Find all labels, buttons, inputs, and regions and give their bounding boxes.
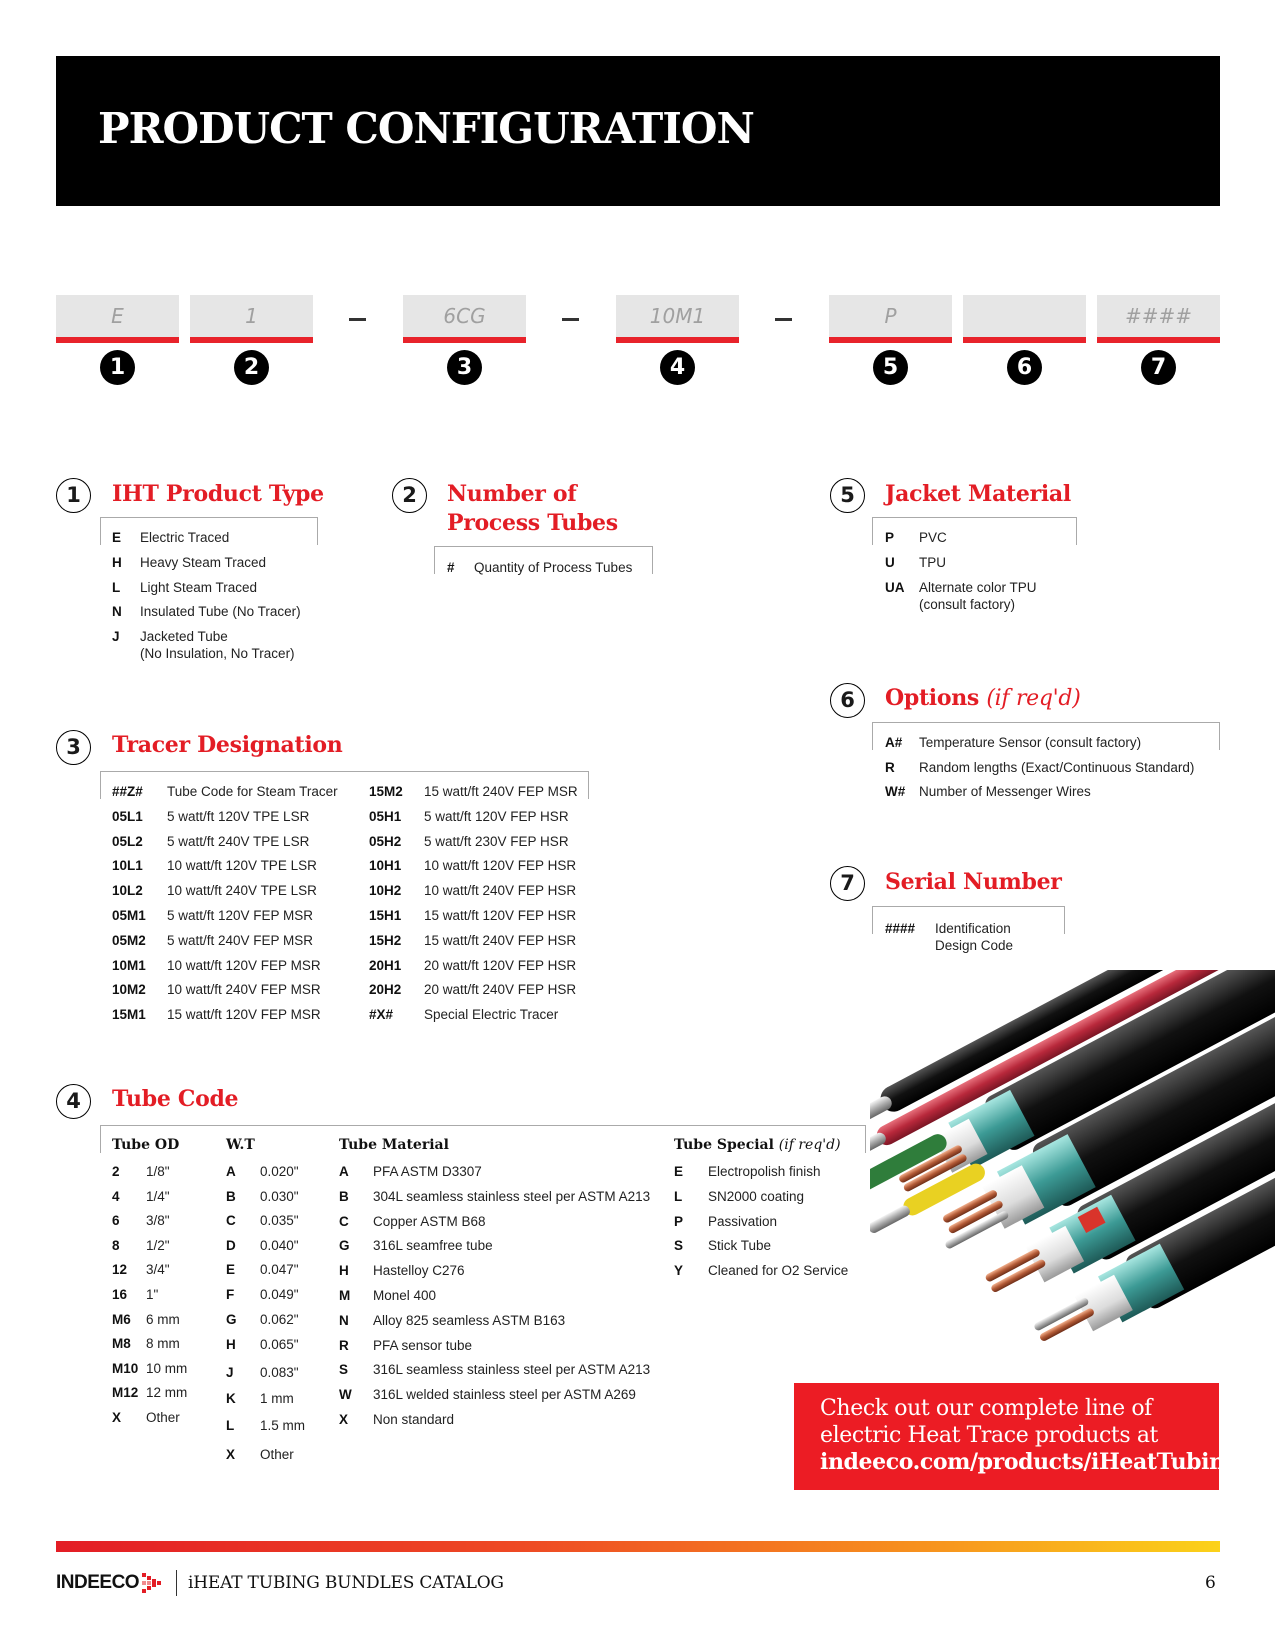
item-code: N: [112, 604, 122, 619]
list-item: [339, 1287, 436, 1304]
list-item: [112, 1163, 170, 1180]
item-code: R: [339, 1337, 349, 1353]
step-badge-3: 3: [447, 350, 482, 385]
list-item: [226, 1446, 294, 1463]
item-code: P: [885, 530, 895, 545]
item-code: M10: [112, 1360, 139, 1376]
catalog-title: iHEAT TUBING BUNDLES CATALOG: [188, 1573, 504, 1593]
item-desc: Non standard: [373, 1412, 455, 1427]
item-code: E: [226, 1262, 236, 1278]
item-desc: 6 mm: [146, 1311, 180, 1327]
item-code: 4: [112, 1188, 120, 1204]
config-box-3: [403, 295, 526, 343]
item-desc: 0.030": [260, 1188, 299, 1204]
item-desc: 15 watt/ft 240V FEP MSR: [424, 784, 578, 799]
item-code: K: [226, 1391, 236, 1407]
item-desc: 1.5 mm: [260, 1418, 306, 1433]
item-code: M8: [112, 1336, 131, 1352]
item-code: A: [339, 1164, 349, 1179]
item-desc: Insulated Tube (No Tracer): [140, 604, 301, 619]
item-desc: 0.020": [260, 1164, 299, 1179]
item-code: UA: [885, 580, 905, 595]
item-desc: 15 watt/ft 240V FEP HSR: [424, 932, 577, 948]
list-item: [112, 932, 313, 949]
step-badge-6: 6: [1007, 350, 1042, 385]
item-desc: Stick Tube: [708, 1238, 772, 1254]
list-item: [674, 1188, 804, 1205]
item-desc: 1": [146, 1287, 159, 1302]
item-code: #X#: [369, 1007, 394, 1023]
item-desc: 1/4": [146, 1188, 170, 1204]
item-desc: 1/2": [146, 1237, 170, 1253]
item-desc: Passivation: [708, 1213, 778, 1229]
item-desc: 5 watt/ft 240V FEP MSR: [167, 932, 314, 948]
item-code: X: [226, 1446, 236, 1462]
item-code: B: [226, 1188, 236, 1204]
config-box-6: [963, 295, 1086, 343]
item-desc: Other: [260, 1446, 294, 1462]
item-desc: 10 mm: [146, 1360, 188, 1376]
item-desc: 316L seamfree tube: [373, 1238, 493, 1254]
item-desc: 0.047": [260, 1262, 299, 1278]
list-item: [112, 857, 317, 874]
item-code: 05H2: [369, 833, 402, 849]
list-item: [226, 1188, 299, 1205]
list-item: [226, 1390, 294, 1407]
item-code: 12: [112, 1262, 128, 1278]
item-code: G: [226, 1311, 237, 1327]
list-item: [226, 1311, 299, 1328]
item-desc: 10 watt/ft 240V TPE LSR: [167, 883, 317, 899]
item-desc: 0.040": [260, 1237, 299, 1253]
item-desc: Copper ASTM B68: [373, 1213, 486, 1229]
list-item: [112, 957, 321, 974]
list-item: [112, 1006, 321, 1023]
list-item: [339, 1163, 482, 1180]
item-code: 10L2: [112, 883, 143, 899]
item-desc: 20 watt/ft 240V FEP HSR: [424, 982, 577, 998]
list-item: [112, 1188, 170, 1205]
dash-separator: [562, 318, 579, 321]
item-desc: 10 watt/ft 240V FEP MSR: [167, 982, 321, 998]
item-desc: 1/8": [146, 1164, 170, 1179]
item-code: M6: [112, 1311, 131, 1327]
list-item: [112, 603, 301, 620]
list-item: [674, 1237, 771, 1254]
item-code: 05H1: [369, 808, 402, 824]
item-desc: 5 watt/ft 240V TPE LSR: [167, 833, 310, 849]
item-code: X: [112, 1410, 122, 1425]
list-item: [369, 981, 576, 998]
list-item: [674, 1262, 848, 1279]
item-code: 15M2: [369, 784, 403, 799]
list-item: [112, 1335, 180, 1352]
column-header-tube-special: [674, 1137, 841, 1153]
list-item: [369, 932, 576, 949]
item-code: C: [226, 1213, 236, 1229]
item-code: #: [447, 560, 455, 575]
item-code: 15H1: [369, 908, 402, 923]
list-item: [226, 1163, 299, 1180]
config-value: P: [884, 304, 897, 328]
config-value: 1: [245, 304, 258, 328]
section-number: 3: [56, 730, 91, 765]
item-code: 8: [112, 1237, 120, 1253]
item-desc: SN2000 coating: [708, 1188, 805, 1204]
list-item: [674, 1213, 777, 1230]
item-desc: PFA ASTM D3307: [373, 1164, 482, 1179]
config-value: ####: [1124, 304, 1193, 328]
list-item: [339, 1361, 650, 1378]
page-number: 6: [1205, 1573, 1216, 1593]
item-code: Y: [674, 1263, 684, 1279]
item-code: B: [339, 1188, 349, 1204]
list-item: [885, 529, 947, 546]
item-desc: 0.065": [260, 1337, 299, 1353]
config-box-1: [56, 295, 179, 343]
section-number: 7: [830, 866, 865, 901]
list-item: [112, 1261, 170, 1278]
item-desc: Number of Messenger Wires: [919, 784, 1091, 799]
list-item: [226, 1212, 299, 1229]
footer-divider: [176, 1570, 177, 1596]
item-desc: TPU: [919, 555, 946, 570]
item-desc: PFA sensor tube: [373, 1337, 473, 1353]
column-header-tube-od: Tube OD: [112, 1137, 180, 1153]
config-box-4: [616, 295, 739, 343]
config-value: 6CG: [443, 304, 486, 328]
item-code: P: [674, 1213, 684, 1229]
item-code: ##Z#: [112, 784, 143, 799]
list-item: [339, 1337, 472, 1354]
item-desc: Tube Code for Steam Tracer: [167, 784, 338, 799]
item-code: ####: [885, 921, 916, 936]
list-item: [112, 882, 317, 899]
item-code: A: [226, 1164, 236, 1179]
list-item: [112, 1311, 180, 1328]
item-code: S: [674, 1238, 684, 1254]
section-number: 2: [392, 478, 427, 513]
section-title: Tube Code: [112, 1086, 239, 1112]
item-desc: Other: [146, 1410, 180, 1425]
list-item: [226, 1417, 305, 1434]
cta-line-2: electric Heat Trace products at: [820, 1423, 1158, 1448]
item-code: W: [339, 1387, 352, 1403]
list-item: [369, 833, 569, 850]
list-item: [885, 554, 946, 571]
list-item: [369, 957, 576, 974]
item-desc: Temperature Sensor (consult factory): [919, 735, 1142, 750]
item-desc: Random lengths (Exact/Continuous Standard): [919, 760, 1195, 775]
dash-separator: [349, 318, 366, 321]
cta-banner[interactable]: [794, 1383, 1240, 1490]
list-item: [112, 628, 295, 662]
cta-line-1: Check out our complete line of: [820, 1396, 1152, 1421]
item-code: 10H1: [369, 858, 402, 874]
logo-arrow-icon: [142, 1573, 164, 1593]
section-title-line2: Process Tubes: [447, 510, 618, 536]
section-title: Tracer Designation: [112, 732, 343, 758]
config-box-7: [1097, 295, 1220, 343]
item-code: D: [226, 1237, 236, 1253]
list-item: [369, 1006, 558, 1023]
list-item: [226, 1286, 299, 1303]
item-desc: Monel 400: [373, 1288, 437, 1303]
item-code: G: [339, 1238, 350, 1254]
item-desc: Quantity of Process Tubes: [474, 560, 633, 575]
section-title: Serial Number: [885, 869, 1062, 895]
item-desc: 20 watt/ft 120V FEP HSR: [424, 957, 577, 973]
item-desc: 10 watt/ft 120V FEP MSR: [167, 957, 321, 973]
section-number: 4: [56, 1084, 91, 1119]
list-item: [112, 1384, 187, 1401]
item-code: W#: [885, 784, 906, 799]
item-code: L: [674, 1188, 683, 1204]
item-code: N: [339, 1312, 349, 1328]
list-item: [112, 833, 309, 850]
item-desc-line1: Alternate color TPU: [919, 580, 1037, 595]
list-item: [339, 1386, 636, 1403]
item-desc: PVC: [919, 530, 947, 545]
config-box-2: [190, 295, 313, 343]
item-desc: [140, 628, 295, 662]
section-title: Jacket Material: [885, 481, 1071, 507]
list-item: [226, 1336, 299, 1353]
item-desc-line1: Identification: [935, 921, 1011, 936]
list-item: [226, 1364, 299, 1381]
list-item: [339, 1262, 465, 1279]
item-desc-line1: Jacketed Tube: [140, 629, 228, 644]
item-code: 10M1: [112, 957, 146, 973]
item-desc: 5 watt/ft 230V FEP HSR: [424, 833, 569, 849]
item-desc: 10 watt/ft 240V FEP HSR: [424, 883, 577, 899]
list-item: [369, 857, 576, 874]
item-code: 16: [112, 1287, 128, 1302]
list-item: [226, 1261, 299, 1278]
list-item: [112, 783, 338, 800]
item-desc: 1 mm: [260, 1391, 294, 1407]
item-code: M12: [112, 1385, 139, 1401]
header-banner: [56, 56, 1220, 206]
list-item: [369, 882, 576, 899]
list-item: [885, 783, 1091, 800]
item-code: F: [226, 1287, 235, 1302]
item-code: 20H1: [369, 957, 402, 973]
item-code: C: [339, 1213, 349, 1229]
section-title-line1: Number of: [447, 481, 577, 507]
list-item: [112, 907, 313, 924]
item-code: J: [226, 1364, 234, 1380]
item-code: L: [226, 1418, 235, 1433]
item-desc: [935, 920, 1013, 954]
item-desc: 15 watt/ft 120V FEP MSR: [167, 1007, 321, 1023]
item-code: 05M2: [112, 932, 146, 948]
section-title-note: (if req'd): [986, 686, 1081, 711]
dash-separator: [775, 318, 792, 321]
list-item: [112, 1212, 170, 1229]
item-code: E: [674, 1164, 684, 1179]
header-note: (if req'd): [778, 1137, 841, 1153]
item-desc: 3/8": [146, 1213, 170, 1229]
item-desc: Special Electric Tracer: [424, 1007, 559, 1023]
item-desc: 12 mm: [146, 1385, 188, 1401]
list-item: [112, 981, 321, 998]
config-value: 10M1: [649, 304, 706, 328]
list-item: [885, 920, 1013, 954]
item-code: 20H2: [369, 982, 402, 998]
item-desc: 0.035": [260, 1213, 299, 1229]
section-number: 5: [830, 478, 865, 513]
item-code: X: [339, 1412, 349, 1427]
item-desc: Electric Traced: [140, 530, 230, 545]
item-desc: 0.083": [260, 1364, 299, 1380]
list-item: [339, 1213, 486, 1230]
item-desc: 8 mm: [146, 1336, 180, 1352]
item-desc: 0.049": [260, 1287, 299, 1302]
item-desc: 316L welded stainless steel per ASTM A269: [373, 1387, 636, 1403]
item-code: R: [885, 760, 895, 775]
item-code: M: [339, 1288, 351, 1303]
item-code: A#: [885, 735, 903, 750]
list-item: [885, 759, 1194, 776]
list-item: [369, 907, 576, 924]
tubing-bundle-image: [870, 970, 1275, 1345]
list-item: [369, 808, 569, 825]
item-desc: 5 watt/ft 120V FEP HSR: [424, 808, 569, 824]
section-title: [447, 480, 618, 538]
list-item: [112, 1360, 187, 1377]
list-item: [112, 1237, 170, 1254]
section-title-main: Options: [885, 685, 980, 711]
section-title: [885, 684, 1080, 713]
step-badge-2: 2: [234, 350, 269, 385]
item-desc: 15 watt/ft 120V FEP HSR: [424, 908, 577, 923]
item-desc: Heavy Steam Traced: [140, 555, 267, 570]
item-desc: 3/4": [146, 1262, 170, 1278]
step-badge-1: 1: [100, 350, 135, 385]
item-desc: 10 watt/ft 120V TPE LSR: [167, 858, 317, 874]
indeeco-logo: INDEECO: [56, 1572, 140, 1593]
item-desc: [919, 579, 1037, 613]
item-desc-line2: (consult factory): [919, 597, 1016, 612]
item-code: U: [885, 555, 895, 570]
item-code: H: [112, 555, 122, 570]
item-desc-line2: (No Insulation, No Tracer): [140, 646, 295, 661]
item-code: 10M2: [112, 982, 146, 998]
list-item: [369, 783, 578, 800]
footer-gradient-bar: [56, 1541, 1220, 1552]
item-desc: Alloy 825 seamless ASTM B163: [373, 1312, 566, 1328]
item-code: 05M1: [112, 908, 146, 923]
column-header-tube-material: Tube Material: [339, 1137, 449, 1153]
item-code: 2: [112, 1164, 120, 1179]
item-desc: 304L seamless stainless steel per ASTM A213: [373, 1188, 651, 1204]
item-code: 15M1: [112, 1007, 146, 1023]
list-item: [885, 579, 1037, 613]
list-item: [339, 1411, 454, 1428]
config-value: E: [111, 304, 124, 328]
section-title: IHT Product Type: [112, 481, 324, 507]
item-desc: 316L seamless stainless steel per ASTM A213: [373, 1362, 651, 1378]
list-item: [447, 559, 632, 576]
list-item: [339, 1237, 493, 1254]
list-item: [226, 1237, 299, 1254]
header-main: Tube Special: [674, 1137, 774, 1153]
item-code: 05L2: [112, 833, 143, 849]
list-item: [112, 554, 266, 571]
item-code: E: [112, 530, 122, 545]
item-code: J: [112, 629, 120, 644]
section-number: 1: [56, 478, 91, 513]
step-badge-5: 5: [873, 350, 908, 385]
step-badge-4: 4: [660, 350, 695, 385]
item-code: 10H2: [369, 883, 402, 899]
list-item: [339, 1188, 650, 1205]
item-code: L: [112, 580, 121, 595]
column-header-wall-thickness: W.T: [226, 1137, 255, 1153]
item-desc: Hastelloy C276: [373, 1263, 465, 1279]
config-box-5: [829, 295, 952, 343]
item-code: S: [339, 1362, 349, 1378]
item-desc: 5 watt/ft 120V TPE LSR: [167, 808, 310, 824]
item-code: 6: [112, 1213, 120, 1229]
cta-link[interactable]: indeeco.com/products/iHeatTubing: [820, 1449, 1240, 1475]
item-code: 10L1: [112, 858, 143, 874]
list-item: [339, 1312, 565, 1329]
list-item: [885, 734, 1141, 751]
list-item: [112, 529, 229, 546]
item-desc: 5 watt/ft 120V FEP MSR: [167, 908, 314, 923]
item-code: 15H2: [369, 932, 402, 948]
page-title: PRODUCT CONFIGURATION: [98, 104, 754, 153]
item-desc: 0.062": [260, 1311, 299, 1327]
list-item: [112, 1286, 158, 1303]
item-desc: Light Steam Traced: [140, 580, 258, 595]
list-item: [112, 579, 257, 596]
item-desc: Cleaned for O2 Service: [708, 1263, 849, 1279]
list-item: [112, 1409, 180, 1426]
item-code: H: [226, 1337, 236, 1353]
item-code: H: [339, 1263, 349, 1279]
section-number: 6: [830, 683, 865, 718]
list-item: [112, 808, 309, 825]
item-desc: Electropolish finish: [708, 1164, 821, 1179]
item-desc: 10 watt/ft 120V FEP HSR: [424, 858, 577, 874]
item-code: 05L1: [112, 808, 143, 824]
step-badge-7: 7: [1141, 350, 1176, 385]
bundle-shapes: [870, 970, 1275, 1345]
list-item: [674, 1163, 821, 1180]
item-desc-line2: Design Code: [935, 938, 1014, 953]
